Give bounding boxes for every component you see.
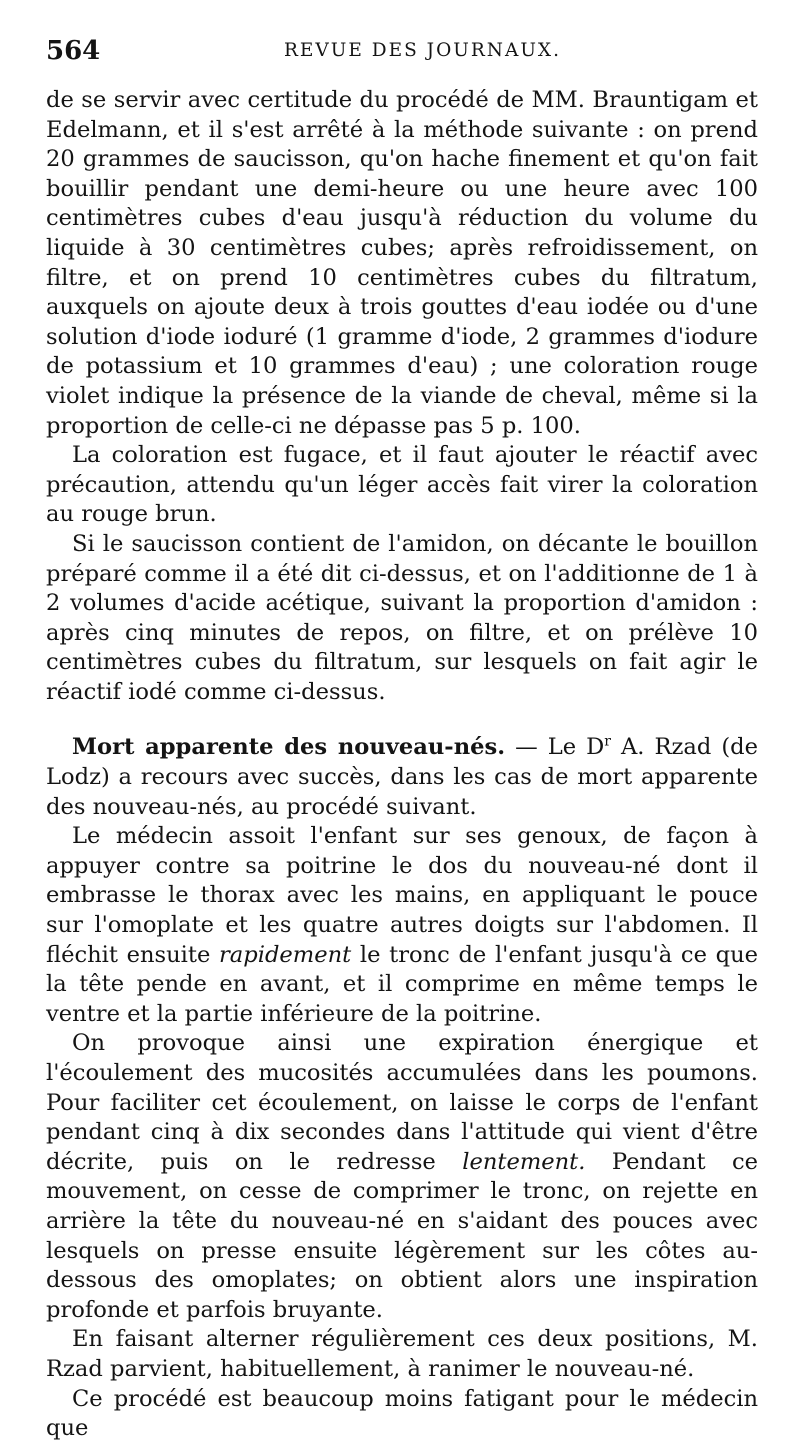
paragraph-8: Ce procédé est beaucoup moins fatigant pour le médecin que	[46, 1385, 758, 1442]
paragraph-7: En faisant alterner régulièrement ces deux positions, M. Rzad parvient, habituellement, à ranimer le nouveau-né.	[46, 1326, 758, 1382]
paragraph-6-b: Pendant ce mouvement, on cesse de comprimer le tronc, on rejette en arrière la tête du nouveau-né en s'aidant des pouces avec lesquels on presse ensuite légèrement sur les côtes au-dessous des omoplates; on obtient alors une inspiration profonde et parfois bruyante.	[46, 1148, 759, 1323]
superscript-r: r	[604, 733, 611, 750]
paragraph-1: de se servir avec certitude du procédé de MM. Brauntigam et Edelmann, et il s'est arrêté à la méthode suivante : on prend 20 grammes de saucisson, qu'on hache finement et qu'on fait bouillir pendant une demi-heure ou une heure avec 100 centimètres cubes d'eau jusqu'à réduction du volume du liquide à 30 centimètres cubes; après refroidissement, on filtre, et on prend 10 centimètres cubes du filtratum, auxquels on ajoute deux à trois gouttes d'eau iodée ou d'une solution d'iode ioduré (1 gramme d'iode, 2 grammes d'iodure de potassium et 10 grammes d'eau) ; une coloration rouge violet indique la présence de la viande de cheval, même si la proportion de celle-ci ne dépasse pas 5 p. 100.	[46, 87, 758, 439]
section-title: Mort apparente des nouveau-nés.	[72, 734, 506, 761]
emphasis-lentement: lentement.	[462, 1148, 586, 1175]
paragraph-5-a: Le médecin assoit l'enfant sur ses genoux, de façon à appuyer contre sa poitrine le dos du nouveau-né dont il embrasse le thorax avec les mains, en appliquant le pouce sur l'omoplate et les quatre autres doigts sur l'abdomen. Il fléchit ensuite	[46, 823, 758, 968]
emphasis-rapidement: rapidement	[219, 941, 352, 968]
document-page	[46, 30, 758, 1444]
paragraph-3: Si le saucisson contient de l'amidon, on décante le bouillon préparé comme il a été dit ci-dessus, et on l'additionne de 1 à 2 volumes d'acide acétique, suivant la proportion d'amidon : après cinq minutes de repos, on filtre, et on prélève 10 centimètres cubes du filtratum, sur lesquels on fait agir le réactif iodé comme ci-dessus.	[46, 530, 758, 705]
running-title: REVUE DES JOURNAUX.	[284, 40, 561, 61]
page-header	[46, 30, 758, 86]
page-number: 564	[46, 36, 101, 66]
body-text	[46, 86, 758, 1444]
paragraph-5	[46, 822, 758, 1029]
paragraph-4-dash: — Le D	[505, 734, 605, 761]
paragraph-4-rest: A. Rzad (de Lodz) a recours avec succès, dans les cas de mort apparente des nouveau-nés, au procédé suivant.	[46, 734, 758, 820]
paragraph-6-a: On provoque ainsi une expiration énergique et l'écoulement des mucosités accumulées dans les poumons. Pour faciliter cet écoulement, on laisse le corps de l'enfant pendant cinq à dix secondes dans l'attitude qui vient d'être décrite, puis on le redresse	[46, 1030, 758, 1175]
paragraph-2: La coloration est fugace, et il faut ajouter le réactif avec précaution, attendu qu'un léger accès fait virer la coloration au rouge brun.	[46, 442, 758, 528]
paragraph-6	[46, 1029, 758, 1325]
paragraph-5-b: le tronc de l'enfant jusqu'à ce que la tête pende en avant, et il comprime en même temps le ventre et la partie inférieure de la poitrine.	[46, 941, 758, 1027]
section-gap	[46, 707, 758, 733]
paragraph-4	[46, 733, 758, 822]
